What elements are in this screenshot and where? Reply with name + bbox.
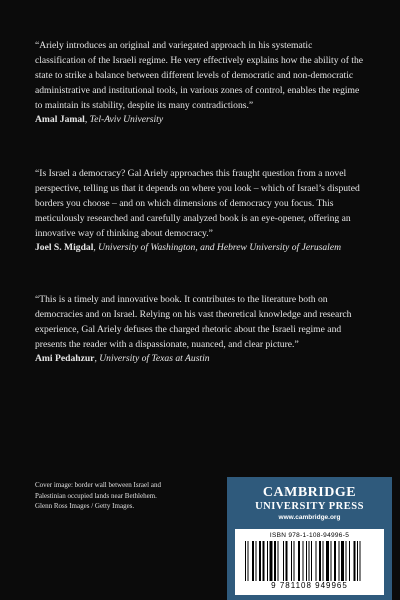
publisher-name-line2: UNIVERSITY PRESS	[255, 501, 364, 512]
endorser-name: Joel S. Migdal	[35, 242, 94, 253]
endorser-affiliation: University of Washington, and Hebrew University of Jerusalem	[98, 242, 342, 253]
endorsement-3	[35, 292, 365, 366]
barcode-panel	[235, 529, 384, 595]
barcode-digits: 9 781108 949965	[271, 581, 348, 590]
credit-line: Glenn Ross Images / Getty Images.	[35, 502, 135, 510]
cover-image-credit	[35, 480, 210, 512]
endorsement-2	[35, 166, 365, 255]
endorser-affiliation: University of Texas at Austin	[99, 353, 210, 364]
endorsement-quote: “Is Israel a democracy? Gal Ariely approaches this fraught question from a novel perspective, telling us that it depends on where you look – which of Israel’s disputed borders you choose – and on which dimensions of democracy you focus. This meticulously researched and carefully analyzed book is an eye-opener, offering an innovative way of thinking about democracy.”	[35, 168, 360, 239]
barcode-icon	[243, 541, 376, 581]
endorser-name: Ami Pedahzur	[35, 353, 95, 364]
publisher-name-line1: CAMBRIDGE	[262, 485, 357, 500]
isbn-label: ISBN 978-1-108-94996-5	[269, 532, 350, 539]
publisher-url: www.cambridge.org	[278, 514, 341, 521]
endorsement-quote: “Ariely introduces an original and variegated approach in his systematic classification of the Israeli regime. He very effectively explains how the ability of the state to strike a balance between different levels of democratic and non-democratic administrative and institutional tools, in various zones of control, enables the regime to maintain its stability, despite its many contradictions.”	[35, 40, 364, 111]
credit-line: Cover image: border wall between Israel and	[35, 481, 161, 489]
endorsement-1	[35, 38, 365, 127]
endorser-affiliation: Tel-Aviv University	[89, 114, 164, 125]
publisher-block	[227, 477, 392, 600]
endorsement-attribution: Joel S. Migdal, University of Washington, and Hebrew University of Jerusalem	[35, 242, 342, 253]
credit-line: Palestinian occupied lands near Bethlehem.	[35, 491, 157, 500]
endorsement-quote: “This is a timely and innovative book. It contributes to the literature both on democracies and on Israel. Relying on his vast theoretical knowledge and research experience, Gal Ariely defuses the charged rhetoric about the Israeli regime and presents the reader with a dispassionate, nuanced, and clear picture.”	[35, 294, 352, 350]
endorsement-attribution: Ami Pedahzur, University of Texas at Austin	[35, 353, 210, 364]
endorsement-attribution: Amal Jamal, Tel-Aviv University	[35, 114, 164, 125]
endorser-name: Amal Jamal	[35, 114, 85, 125]
